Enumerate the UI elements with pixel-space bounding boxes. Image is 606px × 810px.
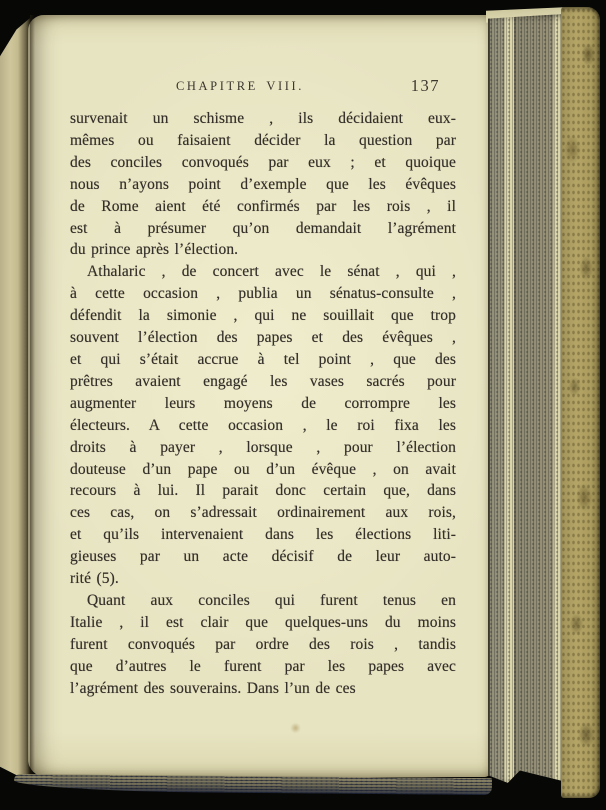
text-line: recours à lui. Il parait donc certain que, dans (70, 482, 456, 500)
text-line: prêtres avaient engagé les vases sacrés pour (70, 372, 456, 390)
text-line: mêmes ou faisaient décider la question par (70, 131, 456, 149)
paragraph (70, 590, 456, 700)
text-line: Italie , il est clair que quelques-uns du moins (70, 613, 456, 631)
text-line: survenait un schisme , ils décidaient eux- (70, 110, 456, 127)
page-header (70, 76, 456, 99)
text-line: défendit la simonie , qui ne souillait que trop (70, 307, 456, 325)
paragraph (70, 108, 456, 261)
text-line: rité (5). (70, 570, 119, 588)
text-line: furent convoqués par ordre des rois , tandis (70, 635, 456, 653)
text-line: ces cas, on s’adressait ordinairement aux rois, (70, 504, 456, 522)
text-line: que d’autres le furent par les papes avec (70, 657, 456, 675)
text-line: est à présumer qu’on demandait l’agrément (70, 219, 456, 237)
paper-stain (290, 723, 301, 733)
text-line: droits à payer , lorsque , pour l’élection (70, 438, 456, 456)
text-line: électeurs. A cette occasion , le roi fixa les (70, 416, 456, 434)
text-line: et qui s’était accrue à tel point , que des (70, 350, 456, 368)
bottom-page-edges (14, 774, 492, 795)
paragraph (70, 261, 456, 590)
cover-board-edge (561, 7, 600, 798)
fore-edge-pages (488, 14, 564, 786)
text-line: Athalaric , de concert avec le sénat , qui , (87, 263, 456, 281)
text-line: à cette occasion , publia un sénatus-consulte , (70, 285, 456, 303)
text-line: nous n’ayons point d’exemple que les évêques (70, 175, 456, 193)
text-line: de Rome aient été confirmés par les rois , il (70, 197, 456, 215)
page-content (70, 76, 456, 699)
chapter-heading: CHAPITRE VIII. (175, 79, 305, 93)
text-line: et qu’ils intervenaient dans les élections liti- (70, 526, 456, 544)
text-line: douteuse d’un pape ou d’un évêque , on avait (70, 460, 456, 478)
text-line: gieuses par un acte décisif de leur auto- (70, 548, 456, 566)
page-text (70, 108, 456, 699)
facing-page-edge (0, 18, 30, 782)
text-line: des conciles convoqués par eux ; et quoique (70, 153, 456, 171)
text-line: souvent l’élection des papes et des évêques , (70, 329, 456, 347)
text-line: augmenter leurs moyens de corrompre les (70, 394, 456, 412)
page-number: 137 (410, 76, 440, 95)
scanned-page (28, 15, 490, 777)
text-line: Quant aux conciles qui furent tenus en (87, 591, 456, 609)
text-line: l’agrément des souverains. Dans l’un de ces (70, 679, 356, 697)
text-line: du prince après l’élection. (70, 241, 239, 259)
